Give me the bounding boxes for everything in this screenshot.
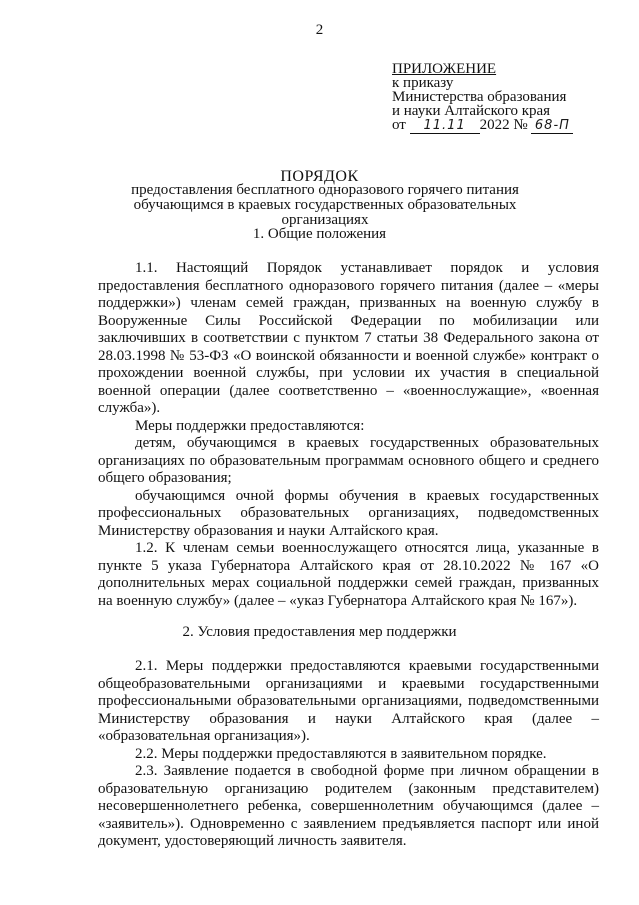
- order-prefix: от: [392, 117, 406, 133]
- document-title: ПОРЯДОК: [280, 168, 359, 185]
- section-heading-conditions: 2. Условия предоставления мер поддержки: [182, 624, 457, 640]
- appendix-line-ministry: Министерства образования: [392, 89, 567, 105]
- paragraph-children: детям, обучающимся в краевых государственных образовательных организациях по образовательным программам основного общего и среднего общего образования;: [98, 435, 599, 486]
- paragraph-2-3: 2.3. Заявление подается в свободной форме при личном обращении в образовательную организацию родителем (законным представителем) несовершеннолетнего ребенка, совершеннолетним обучающимся (далее – «заявитель»). Одновременно с заявлением предъявляется паспорт или иной документ, удостоверяющий личность заявителя.: [98, 763, 599, 849]
- order-number-handwritten: 68-П: [531, 119, 573, 134]
- appendix-title: ПРИЛОЖЕНИЕ: [392, 61, 497, 77]
- paragraph-students: обучающимся очной формы обучения в краевых государственных профессиональных образовательных организациях, подведомственных Министерству образования и науки Алтайского края.: [98, 487, 599, 539]
- appendix-line-science: и науки Алтайского края: [392, 103, 551, 119]
- paragraph-2-1: 2.1. Меры поддержки предоставляются краевыми государственными общеобразовательными организациями и краевыми государственными профессиональными образовательными организациями, подведомственными Министерству образования и науки Алтайского края (далее – «образовательная организация»).: [98, 658, 599, 744]
- order-date-handwritten: 11.11: [410, 119, 480, 134]
- paragraph-1-2: 1.2. К членам семьи военнослужащего относятся лица, указанные в пункте 5 указа Губернатора Алтайского края от 28.10.2022 № 167 «О дополнительных мерах социальной поддержки семей граждан, призванных на военную службу» (далее – «указ Губернатора Алтайского края № 167»).: [98, 540, 599, 609]
- order-year: 2022 №: [479, 117, 528, 133]
- appendix-line-order: к приказу: [392, 75, 454, 91]
- paragraph-measures-intro: Меры поддержки предоставляются:: [135, 417, 365, 434]
- section-heading-general: 1. Общие положения: [252, 226, 387, 242]
- section-general-body: [98, 260, 599, 610]
- page-number: 2: [315, 22, 324, 38]
- document-subtitle: предоставления бесплатного одноразового горячего питания обучающимся в краевых государственных образовательных организациях: [131, 182, 519, 228]
- appendix-order-line: [392, 118, 612, 134]
- section-conditions-body: [98, 658, 599, 851]
- appendix-block: [392, 62, 612, 134]
- paragraph-2-2: 2.2. Меры поддержки предоставляются в заявительном порядке.: [135, 745, 547, 762]
- paragraph-1-1: 1.1. Настоящий Порядок устанавливает порядок и условия предоставления бесплатного одноразового горячего питания (далее – «меры поддержки») членам семей граждан, призванных на военную службу в Вооруженные Силы Российской Федерации по мобилизации или заключивших в соответствии с пунктом 7 статьи 38 Федерального закона от 28.03.1998 № 53-ФЗ «О воинской обязанности и военной службе» контракт о прохождении военной службы, при условии их участия в специальной военной операции (далее соответственно – «военнослужащие», «военная служба»).: [98, 260, 599, 416]
